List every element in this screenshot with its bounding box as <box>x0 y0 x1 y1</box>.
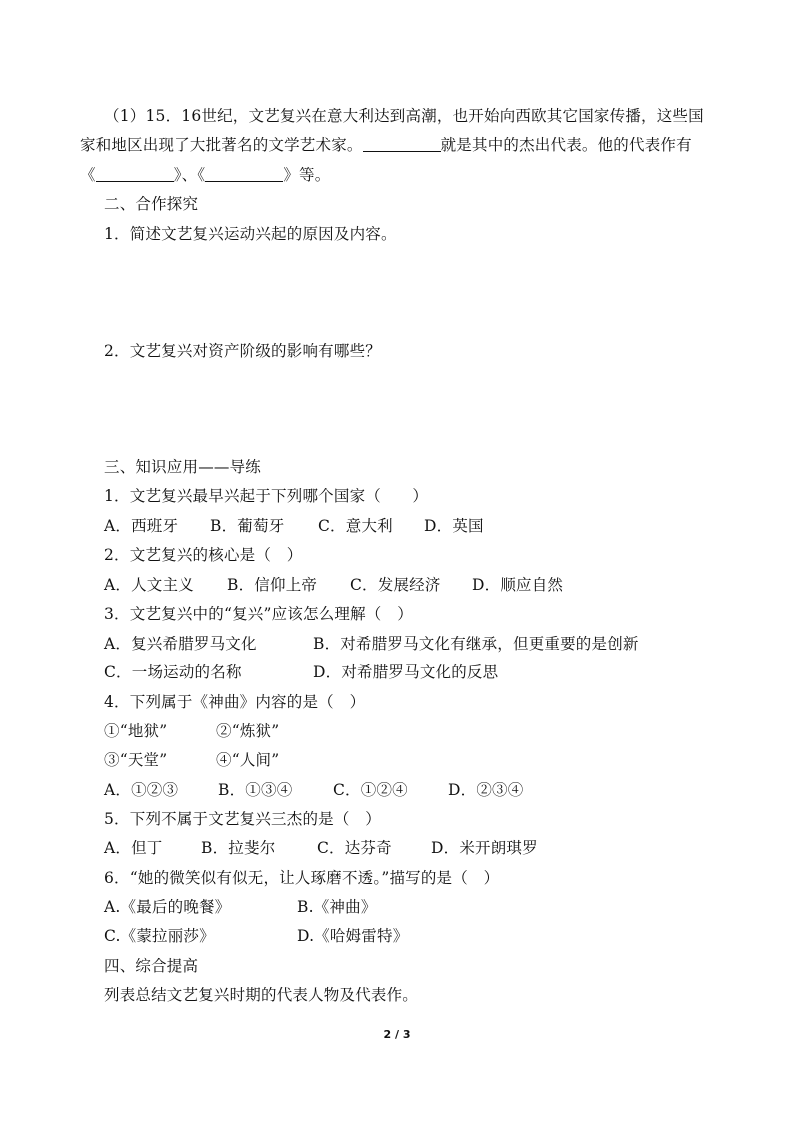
option-row <box>104 838 538 858</box>
section-heading: 三、知识应用——导练 <box>104 458 262 476</box>
page-number: 2 / 3 <box>383 1028 411 1041</box>
option: B.《神曲》 <box>297 898 377 916</box>
option: D．顺应自然 <box>472 576 564 594</box>
option: B．拉斐尔 <box>201 839 276 857</box>
intro-line-3 <box>80 165 330 185</box>
option-row <box>104 897 377 917</box>
option: D.《哈姆雷特》 <box>297 927 409 945</box>
option: A．西班牙 <box>104 517 179 535</box>
option: C．达芬奇 <box>317 839 392 857</box>
question: 1．简述文艺复兴运动兴起的原因及内容。 <box>104 225 397 243</box>
list-item: ①“地狱” <box>104 722 168 740</box>
option: B．对希腊罗马文化有继承，但更重要的是创新 <box>313 635 639 653</box>
option: C．一场运动的名称 <box>104 663 242 681</box>
answer-blank[interactable] <box>363 136 441 152</box>
intro-line-2-text: 家和地区出现了大批著名的文学艺术家。 <box>80 136 363 154</box>
list-item: ③“天堂” <box>104 751 168 769</box>
option-row <box>104 780 523 800</box>
option: A．但丁 <box>104 839 163 857</box>
option: C．①②④ <box>333 781 408 799</box>
list-item: ④“人间” <box>216 751 280 769</box>
question-stem: 5．下列不属于文艺复兴三杰的是（ ） <box>104 810 381 828</box>
question: 2．文艺复兴对资产阶级的影响有哪些？ <box>104 342 381 360</box>
option-row <box>104 926 408 946</box>
quote-sep: 》、《 <box>173 166 206 184</box>
option-row <box>104 516 484 536</box>
question-stem: 4．下列属于《神曲》内容的是（ ） <box>104 693 366 711</box>
question-stem: 2．文艺复兴的核心是（ ） <box>104 546 303 564</box>
intro-line-1: （1）15．16世纪，文艺复兴在意大利达到高潮，也开始向西欧其它国家传播，这些国 <box>104 107 704 125</box>
option: D．英国 <box>424 517 484 535</box>
option: A．人文主义 <box>104 576 194 594</box>
option: D．对希腊罗马文化的反思 <box>313 663 499 681</box>
option: B．葡萄牙 <box>210 517 285 535</box>
option-row <box>104 575 563 595</box>
answer-blank[interactable] <box>96 166 174 182</box>
intro-line-2-tail: 就是其中的杰出代表。他的代表作有 <box>440 136 692 154</box>
question-stem: 3．文艺复兴中的“复兴”应该怎么理解（ ） <box>104 605 413 623</box>
section-heading: 二、合作探究 <box>104 195 199 213</box>
quote-close: 》等。 <box>283 166 331 184</box>
option: C．发展经济 <box>350 576 441 594</box>
answer-blank[interactable] <box>205 166 283 182</box>
option: C．意大利 <box>318 517 393 535</box>
section-heading: 四、综合提高 <box>104 957 199 975</box>
option-row <box>104 634 639 654</box>
item-row <box>104 721 279 741</box>
option: A．①②③ <box>104 781 179 799</box>
paragraph: 列表总结文艺复兴时期的代表人物及代表作。 <box>104 986 419 1004</box>
quote-open: 《 <box>80 166 96 184</box>
option: B．①③④ <box>218 781 293 799</box>
intro-line-2 <box>80 135 692 155</box>
option: A．复兴希腊罗马文化 <box>104 635 257 653</box>
option: D．②③④ <box>448 781 524 799</box>
option: A.《最后的晚餐》 <box>104 898 231 916</box>
option: C.《蒙拉丽莎》 <box>104 927 215 945</box>
option: D．米开朗琪罗 <box>431 839 538 857</box>
item-row <box>104 750 279 770</box>
option: B．信仰上帝 <box>227 576 318 594</box>
list-item: ②“炼狱” <box>216 722 280 740</box>
question-stem: 1．文艺复兴最早兴起于下列哪个国家（ ） <box>104 487 429 505</box>
option-row <box>104 662 498 682</box>
question-stem: 6．“她的微笑似有似无，让人琢磨不透。”描写的是（ ） <box>104 869 500 887</box>
